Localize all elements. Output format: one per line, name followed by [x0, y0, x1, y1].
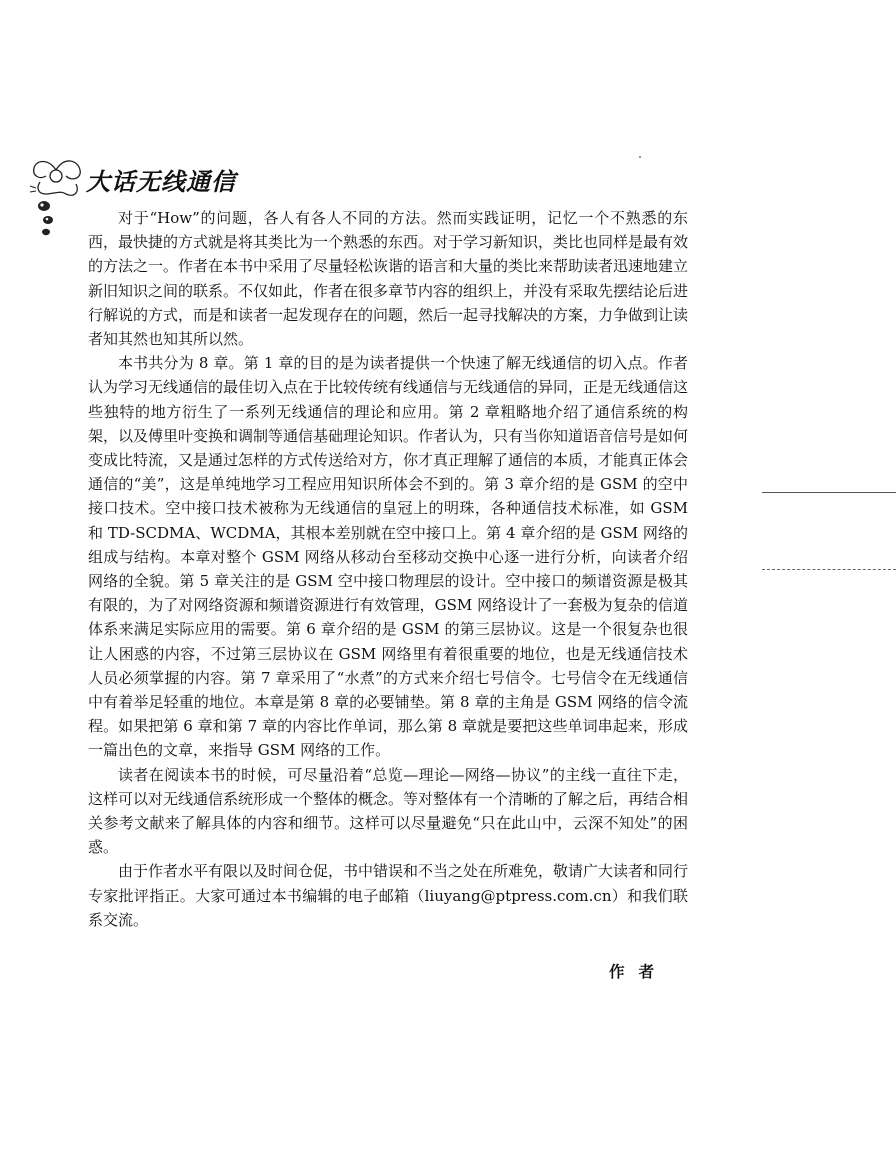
margin-rule — [762, 492, 896, 493]
decorative-ornament-icon — [26, 152, 86, 244]
preface-body — [88, 206, 688, 932]
book-title: 大话无线通信 — [86, 167, 236, 196]
margin-dashed-rule — [762, 569, 896, 570]
paragraph-3: 读者在阅读本书的时候，可尽量沿着“总览—理论—网络—协议”的主线一直往下走，这样可以对无线通信系统形成一个整体的概念。等对整体有一个清晰的了解之后，再结合相关参考文献来了解具体的内容和细节。这样可以尽量避免“只在此山中，云深不知处”的困惑。 — [88, 765, 689, 857]
author-signature: 作者 — [609, 963, 669, 981]
paragraph-1: 对于“How”的问题，各人有各人不同的方法。然而实践证明，记忆一个不熟悉的东西，最快捷的方式就是将其类比为一个熟悉的东西。对于学习新知识，类比也同样是最有效的方法之一。作者在本书中采用了尽量轻松诙谐的语言和大量的类比来帮助读者迅速地建立新旧知识之间的联系。不仅如此，作者在很多章节内容的组织上，并没有采取先摆结论后进行解说的方式，而是和读者一起发现存在的问题，然后一起寻找解决的方案，力争做到让读者知其然也知其所以然。 — [88, 209, 689, 349]
paragraph-4: 由于作者水平有限以及时间仓促，书中错误和不当之处在所难免，敬请广大读者和同行专家批评指正。大家可通过本书编辑的电子邮箱（liuyang@ptpress.com.cn）和我们联系交流。 — [88, 862, 689, 929]
paragraph-2: 本书共分为 8 章。第 1 章的目的是为读者提供一个快速了解无线通信的切入点。作者认为学习无线通信的最佳切入点在于比较传统有线通信与无线通信的异同，正是无线通信这些独特的地方衍生了一系列无线通信的理论和应用。第 2 章粗略地介绍了通信系统的构架，以及傅里叶变换和调制等通信基础理论知识。作者认为，只有当你知道语音信号是如何变成比特流，又是通过怎样的方式传送给对方，你才真正理解了通信的本质，才能真正体会通信的“美”，这是单纯地学习工程应用知识所体会不到的。第 3 章介绍的是 GSM 的空中接口技术。空中接口技术被称为无线通信的皇冠上的明珠，各种通信技术标准，如 GSM 和 TD-SCDMA、WCDMA，其根本差别就在空中接口上。第 4 章介绍的是 GSM 网络的组成与结构。本章对整个 GSM 网络从移动台至移动交换中心逐一进行分析，向读者介绍网络的全貌。第 5 章关注的是 GSM 空中接口物理层的设计。空中接口的频谱资源是极其有限的，为了对网络资源和频谱资源进行有效管理，GSM 网络设计了一套极为复杂的信道体系来满足实际应用的需要。第 6 章介绍的是 GSM 的第三层协议。这是一个很复杂也很让人困惑的内容，不过第三层协议在 GSM 网络里有着很重要的地位，也是无线通信技术人员必须掌握的内容。第 7 章采用了“水煮”的方式来介绍七号信令。七号信令在无线通信中有着举足轻重的地位。本章是第 8 章的必要铺垫。第 8 章的主角是 GSM 网络的信令流程。如果把第 6 章和第 7 章的内容比作单词，那么第 8 章就是要把这些单词串起来，形成一篇出色的文章，来指导 GSM 网络的工作。 — [88, 354, 689, 760]
scan-speck — [639, 156, 641, 158]
